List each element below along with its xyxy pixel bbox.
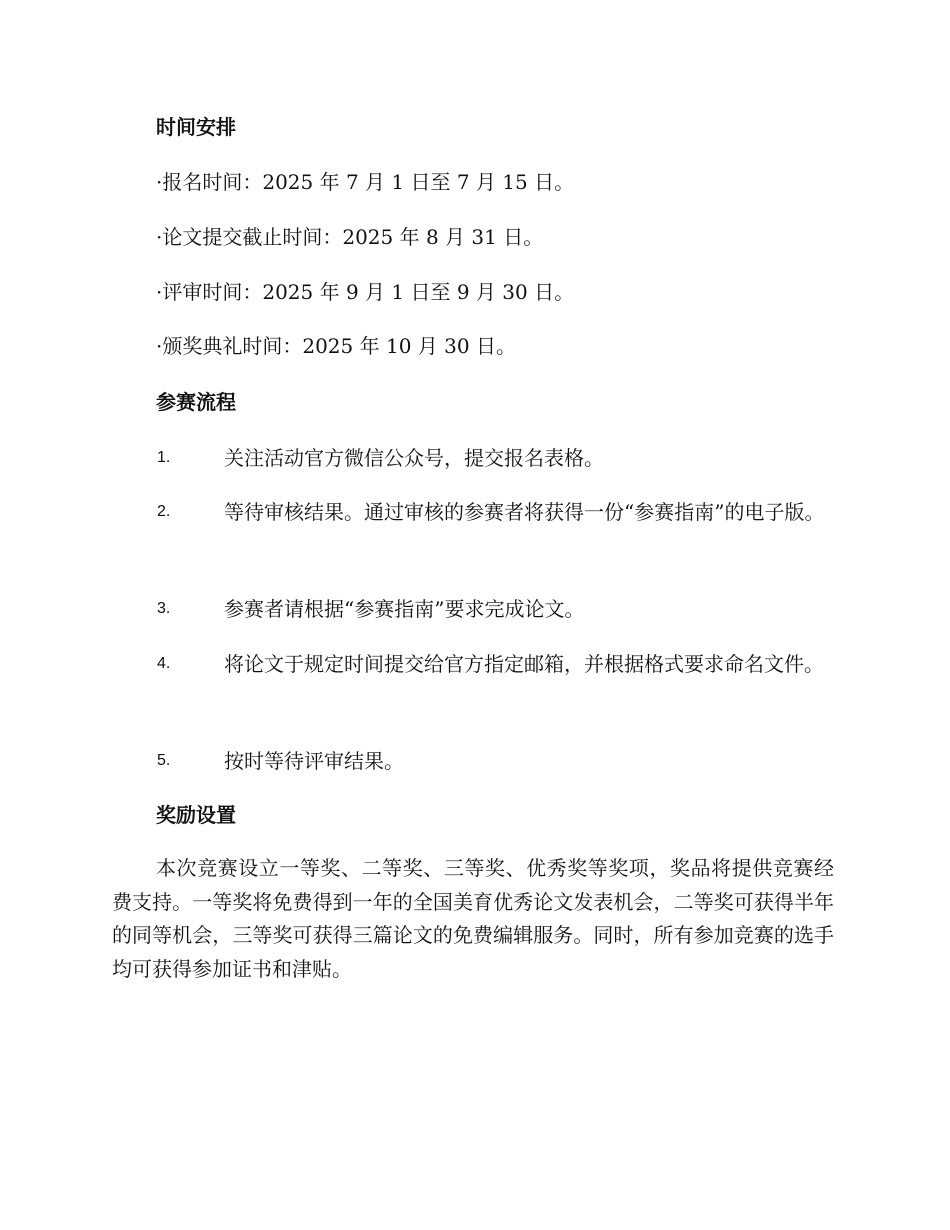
schedule-item-text: 评审时间：2025 年 9 月 1 日至 9 月 30 日。 [162, 280, 575, 304]
schedule-item [156, 333, 516, 359]
bullet-dot: · [156, 225, 163, 249]
section-heading-process: 参赛流程 [156, 390, 236, 414]
step-text: 参赛者请根据“参赛指南”要求完成论文。 [224, 597, 585, 621]
schedule-item [156, 169, 574, 195]
step-number: 5. [157, 752, 171, 769]
step-number: 4. [157, 655, 171, 672]
section-heading-awards: 奖励设置 [156, 803, 236, 827]
step-text: 关注活动官方微信公众号，提交报名表格。 [224, 446, 604, 470]
step-number: 2. [157, 503, 171, 520]
step-text: 按时等待评审结果。 [224, 749, 404, 773]
step-number: 3. [157, 600, 171, 617]
schedule-item-text: 颁奖典礼时间：2025 年 10 月 30 日。 [162, 334, 516, 358]
schedule-item-text: 论文提交截止时间：2025 年 8 月 31 日。 [162, 225, 544, 249]
bullet-dot: · [156, 280, 163, 304]
bullet-dot: · [156, 170, 163, 194]
step-text: 将论文于规定时间提交给官方指定邮箱，并根据格式要求命名文件。 [224, 652, 824, 676]
awards-paragraph: 本次竞赛设立一等奖、二等奖、三等奖、优秀奖等奖项，奖品将提供竞赛经费支持。一等奖将免费得到一年的全国美育优秀论文发表机会，二等奖可获得半年的同等机会，三等奖可获得三篇论文的免费编辑服务。同时，所有参加竞赛的选手均可获得参加证书和津贴。 [112, 856, 834, 981]
step-text: 等待审核结果。通过审核的参赛者将获得一份“参赛指南”的电子版。 [224, 500, 825, 524]
schedule-item [156, 224, 543, 250]
step-number: 1. [157, 449, 171, 466]
bullet-dot: · [156, 334, 163, 358]
schedule-item-text: 报名时间：2025 年 7 月 1 日至 7 月 15 日。 [162, 170, 575, 194]
section-heading-schedule: 时间安排 [156, 115, 236, 139]
schedule-item [156, 279, 574, 305]
